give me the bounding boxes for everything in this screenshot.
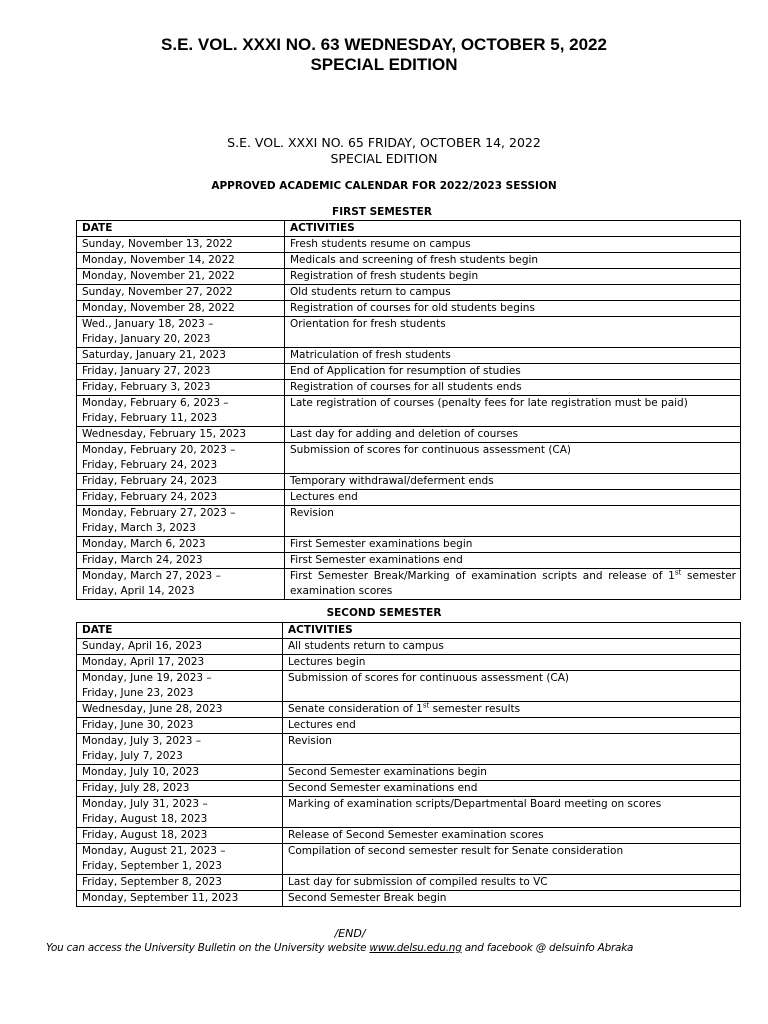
table-row: [77, 734, 741, 765]
table-row: [77, 671, 741, 702]
date-cell: Monday, February 20, 2023 – Friday, February 24, 2023: [77, 443, 285, 474]
date-cell: Monday, July 31, 2023 – Friday, August 18, 2023: [77, 797, 283, 828]
first-semester-table: [76, 220, 741, 600]
table-row: [77, 537, 741, 553]
date-cell: Friday, September 8, 2023: [77, 875, 283, 891]
table-row: [77, 474, 741, 490]
date-cell: Monday, February 6, 2023 – Friday, February 11, 2023: [77, 396, 285, 427]
date-cell: Sunday, April 16, 2023: [77, 639, 283, 655]
table-row: [77, 301, 741, 317]
activity-cell: Marking of examination scripts/Departmental Board meeting on scores: [283, 797, 741, 828]
date-cell: Sunday, November 27, 2022: [77, 285, 285, 301]
activity-cell: Second Semester Break begin: [283, 891, 741, 907]
table-row: [77, 718, 741, 734]
activity-cell: Registration of courses for old students begins: [285, 301, 741, 317]
table-header-row: [77, 221, 741, 237]
bulletin-note-prefix: You can access the University Bulletin on the University website: [46, 942, 370, 954]
activity-cell: Fresh students resume on campus: [285, 237, 741, 253]
first-semester-heading: FIRST SEMESTER: [332, 206, 432, 218]
activity-cell: Lectures end: [283, 718, 741, 734]
table-row: [77, 380, 741, 396]
date-cell: Friday, February 3, 2023: [77, 380, 285, 396]
second-semester-table: [76, 622, 741, 907]
table-row: [77, 844, 741, 875]
date-cell: Friday, February 24, 2023: [77, 490, 285, 506]
date-cell: Friday, June 30, 2023: [77, 718, 283, 734]
activity-cell: Temporary withdrawal/deferment ends: [285, 474, 741, 490]
date-cell: Monday, June 19, 2023 – Friday, June 23, 2023: [77, 671, 283, 702]
table-row: [77, 702, 741, 718]
date-cell: Monday, March 27, 2023 – Friday, April 14, 2023: [77, 569, 285, 600]
masthead-subtitle: SPECIAL EDITION: [310, 55, 458, 74]
table-row: [77, 364, 741, 380]
activity-cell: Release of Second Semester examination scores: [283, 828, 741, 844]
table-row: [77, 875, 741, 891]
activity-cell: Submission of scores for continuous assessment (CA): [283, 671, 741, 702]
date-cell: Monday, July 10, 2023: [77, 765, 283, 781]
table-row: [77, 317, 741, 348]
table-row: [77, 490, 741, 506]
university-website-link[interactable]: www.delsu.edu.ng: [369, 942, 462, 954]
table-row: [77, 443, 741, 474]
table-row: [77, 396, 741, 427]
activity-cell: First Semester Break/Marking of examination scripts and release of 1st semester examination scores: [285, 569, 741, 600]
activity-cell: Matriculation of fresh students: [285, 348, 741, 364]
table-row: [77, 427, 741, 443]
date-cell: Monday, July 3, 2023 – Friday, July 7, 2023: [77, 734, 283, 765]
table-row: [77, 569, 741, 600]
date-cell: Sunday, November 13, 2022: [77, 237, 285, 253]
table-row: [77, 237, 741, 253]
table-header-row: [77, 623, 741, 639]
table-row: [77, 828, 741, 844]
date-cell: Monday, September 11, 2023: [77, 891, 283, 907]
activity-cell: Submission of scores for continuous assessment (CA): [285, 443, 741, 474]
date-cell: Monday, March 6, 2023: [77, 537, 285, 553]
activity-cell: Second Semester examinations begin: [283, 765, 741, 781]
date-cell: Friday, February 24, 2023: [77, 474, 285, 490]
table-row: [77, 269, 741, 285]
activity-cell: End of Application for resumption of studies: [285, 364, 741, 380]
date-cell: Monday, November 14, 2022: [77, 253, 285, 269]
activity-cell: Orientation for fresh students: [285, 317, 741, 348]
table-row: [77, 553, 741, 569]
second-semester-heading: SECOND SEMESTER: [326, 607, 442, 619]
table-row: [77, 285, 741, 301]
activity-cell: Compilation of second semester result for Senate consideration: [283, 844, 741, 875]
date-cell: Friday, March 24, 2023: [77, 553, 285, 569]
date-cell: Monday, April 17, 2023: [77, 655, 283, 671]
activity-cell: Lectures end: [285, 490, 741, 506]
activity-cell: Registration of courses for all students ends: [285, 380, 741, 396]
date-cell: Monday, November 21, 2022: [77, 269, 285, 285]
activity-cell: All students return to campus: [283, 639, 741, 655]
table-row: [77, 891, 741, 907]
activity-cell: Lectures begin: [283, 655, 741, 671]
issue-title: S.E. VOL. XXXI NO. 65 FRIDAY, OCTOBER 14, 2022: [227, 135, 541, 150]
date-cell: Friday, January 27, 2023: [77, 364, 285, 380]
table-row: [77, 253, 741, 269]
activity-cell: First Semester examinations begin: [285, 537, 741, 553]
date-cell: Wednesday, June 28, 2023: [77, 702, 283, 718]
bulletin-note-suffix: and facebook @ delsuinfo Abraka: [461, 942, 634, 954]
date-cell: Saturday, January 21, 2023: [77, 348, 285, 364]
activities-column-header: ACTIVITIES: [285, 221, 741, 237]
issue-subtitle: SPECIAL EDITION: [330, 151, 438, 166]
date-column-header: DATE: [77, 623, 283, 639]
date-cell: Monday, August 21, 2023 – Friday, September 1, 2023: [77, 844, 283, 875]
date-column-header: DATE: [77, 221, 285, 237]
date-cell: Wednesday, February 15, 2023: [77, 427, 285, 443]
activity-cell: Late registration of courses (penalty fees for late registration must be paid): [285, 396, 741, 427]
table-row: [77, 765, 741, 781]
table-row: [77, 781, 741, 797]
table-row: [77, 797, 741, 828]
activity-cell: Last day for submission of compiled results to VC: [283, 875, 741, 891]
date-cell: Friday, August 18, 2023: [77, 828, 283, 844]
activity-cell: First Semester examinations end: [285, 553, 741, 569]
activity-cell: Registration of fresh students begin: [285, 269, 741, 285]
date-cell: Monday, November 28, 2022: [77, 301, 285, 317]
activity-cell: Revision: [285, 506, 741, 537]
table-row: [77, 655, 741, 671]
activity-cell: Revision: [283, 734, 741, 765]
calendar-title: APPROVED ACADEMIC CALENDAR FOR 2022/2023 SESSION: [211, 180, 557, 192]
date-cell: Wed., January 18, 2023 – Friday, January 20, 2023: [77, 317, 285, 348]
end-marker: /END/: [334, 927, 366, 940]
date-cell: Monday, February 27, 2023 – Friday, March 3, 2023: [77, 506, 285, 537]
masthead-title: S.E. VOL. XXXI NO. 63 WEDNESDAY, OCTOBER 5, 2022: [161, 35, 607, 54]
activities-column-header: ACTIVITIES: [283, 623, 741, 639]
activity-cell: Last day for adding and deletion of courses: [285, 427, 741, 443]
activity-cell: Second Semester examinations end: [283, 781, 741, 797]
activity-cell: Senate consideration of 1st semester results: [283, 702, 741, 718]
table-row: [77, 639, 741, 655]
activity-cell: Medicals and screening of fresh students begin: [285, 253, 741, 269]
table-row: [77, 506, 741, 537]
bulletin-note: [46, 942, 633, 954]
table-row: [77, 348, 741, 364]
activity-cell: Old students return to campus: [285, 285, 741, 301]
date-cell: Friday, July 28, 2023: [77, 781, 283, 797]
